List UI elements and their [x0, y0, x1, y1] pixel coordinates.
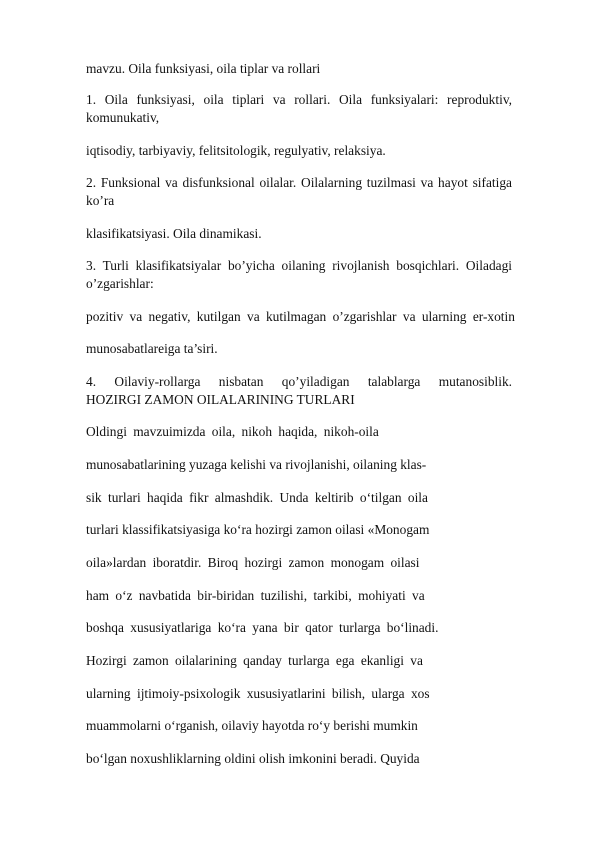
text-line: bo‘lgan noxushliklarning oldini olish imkonini beradi. Quyida [86, 751, 420, 766]
text-line: turlari klassifikatsiyasiga ko‘ra hozirgi zamon oilasi «Monogam [86, 522, 430, 537]
text-line: Oldingi mavzuimizda oila, nikoh haqida, nikoh-oila [86, 424, 379, 439]
text-line: 2. Funksional va disfunksional oilalar. Oilalarning tuzilmasi va hayot sifatiga [86, 175, 512, 190]
text-line: ularning ijtimoiy-psixologik xususiyatlarini bilish, ularga xos [86, 686, 430, 701]
text-line: o’zgarishlar: [86, 276, 154, 291]
text-line: Hozirgi zamon oilalarining qanday turlarga ega ekanligi va [86, 653, 423, 668]
text-line: mavzu. Oila funksiyasi, oila tiplar va rollari [86, 61, 321, 76]
text-line: 4. Oilaviy-rollarga nisbatan qo’yiladigan talablarga mutanosiblik. [86, 374, 512, 389]
text-line: oila»lardan iboratdir. Biroq hozirgi zamon monogam oilasi [86, 555, 420, 570]
text-line: komunukativ, [86, 110, 160, 125]
text-line: muammolarni o‘rganish, oilaviy hayotda ro‘y berishi mumkin [86, 718, 418, 733]
text-line: boshqa xususiyatlariga ko‘ra yana bir qator turlarga bo‘linadi. [86, 620, 439, 635]
text-line: munosabatlareiga ta’siri. [86, 341, 218, 356]
text-line: 1. Oila funksiyasi, oila tiplari va rollari. Oila funksiyalari: reproduktiv, [86, 92, 512, 107]
text-line: ko’ra [86, 193, 115, 208]
text-line: ham o‘z navbatida bir-biridan tuzilishi, tarkibi, mohiyati va [86, 588, 425, 603]
text-line: iqtisodiy, tarbiyaviy, felitsitologik, regulyativ, relaksiya. [86, 143, 386, 158]
text-line: 3. Turli klasifikatsiyalar bo’yicha oilaning rivojlanish bosqichlari. Oiladagi [86, 258, 512, 273]
text-line: pozitiv va negativ, kutilgan va kutilmagan o’zgarishlar va ularning er-xotin [86, 309, 515, 324]
text-line: klasifikatsiyasi. Oila dinamikasi. [86, 226, 262, 241]
text-line: sik turlari haqida fikr almashdik. Unda keltirib o‘tilgan oila [86, 490, 428, 505]
section-heading: HOZIRGI ZAMON OILALARINING TURLARI [86, 392, 355, 407]
text-line: munosabatlarining yuzaga kelishi va rivojlanishi, oilaning klas- [86, 457, 427, 472]
